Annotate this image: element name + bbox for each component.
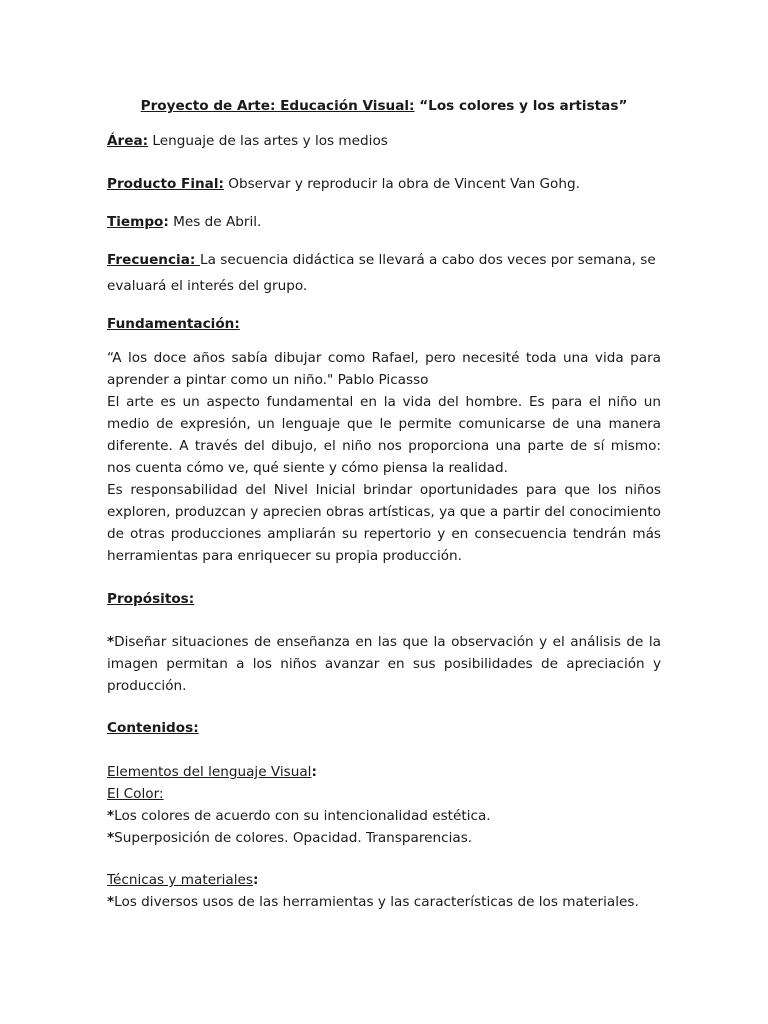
tiempo-text: Mes de Abril.	[168, 214, 262, 230]
title-quote: “Los colores y los artistas”	[414, 98, 628, 114]
bullet-star: *	[107, 634, 115, 650]
list-item: *Los diversos usos de las herramientas y las características de los materiales.	[107, 894, 639, 910]
fundamentacion-paragraph-2: Es responsabilidad del Nivel Inicial brindar oportunidades para que los niños exploren, produzcan y aprecien obras artísticas, ya que a partir del conocimiento de otras producciones ampliarán su repertorio y en consecuencia tendrán más herramientas para enriquecer su propia producción.	[107, 482, 661, 564]
producto-line	[107, 173, 661, 195]
fundamentacion-heading: Fundamentación:	[107, 316, 240, 332]
fundamentacion-quote: “A los doce años sabía dibujar como Rafael, pero necesité toda una vida para aprender a pintar como un niño." Pablo Picasso	[107, 350, 661, 388]
tiempo-label: Tiempo:	[107, 214, 169, 230]
producto-text: Observar y reproducir la obra de Vincent Van Gohg.	[223, 176, 580, 192]
fundamentacion-body	[107, 347, 661, 567]
elementos-label: Elementos del lenguaje Visual:	[107, 764, 317, 780]
producto-label: Producto Final:	[107, 176, 224, 192]
tecnicas-body	[107, 869, 661, 913]
contenidos-heading: Contenidos:	[107, 720, 199, 736]
frecuencia-text: La secuencia didáctica se llevará a cabo dos veces por semana, se evaluará el interés del grupo.	[107, 252, 656, 294]
frecuencia-line	[107, 247, 661, 299]
contenidos-body	[107, 761, 661, 849]
propositos-heading: Propósitos:	[107, 591, 195, 607]
propositos-body	[107, 631, 661, 697]
tecnicas-label: Técnicas y materiales:	[107, 872, 259, 888]
frecuencia-label: Frecuencia:	[107, 252, 201, 268]
area-line	[107, 130, 661, 152]
color-label: El Color:	[107, 786, 164, 802]
area-text: Lenguaje de las artes y los medios	[148, 133, 388, 149]
list-item: *Los colores de acuerdo con su intencionalidad estética.	[107, 808, 491, 824]
title-prefix: Proyecto de Arte: Educación Visual:	[140, 98, 415, 114]
tiempo-line	[107, 211, 661, 233]
area-label: Área:	[107, 133, 149, 149]
propositos-text: Diseñar situaciones de enseñanza en las que la observación y el análisis de la imagen permitan a los niños avanzar en sus posibilidades de apreciación y producción.	[107, 634, 661, 694]
page-title	[0, 96, 768, 116]
list-item: *Superposición de colores. Opacidad. Transparencias.	[107, 830, 473, 846]
fundamentacion-paragraph-1: El arte es un aspecto fundamental en la vida del hombre. Es para el niño un medio de expresión, un lenguaje que le permite comunicarse de una manera diferente. A través del dibujo, el niño nos proporciona una parte de sí mismo: nos cuenta cómo ve, qué siente y cómo piensa la realidad.	[107, 394, 661, 476]
